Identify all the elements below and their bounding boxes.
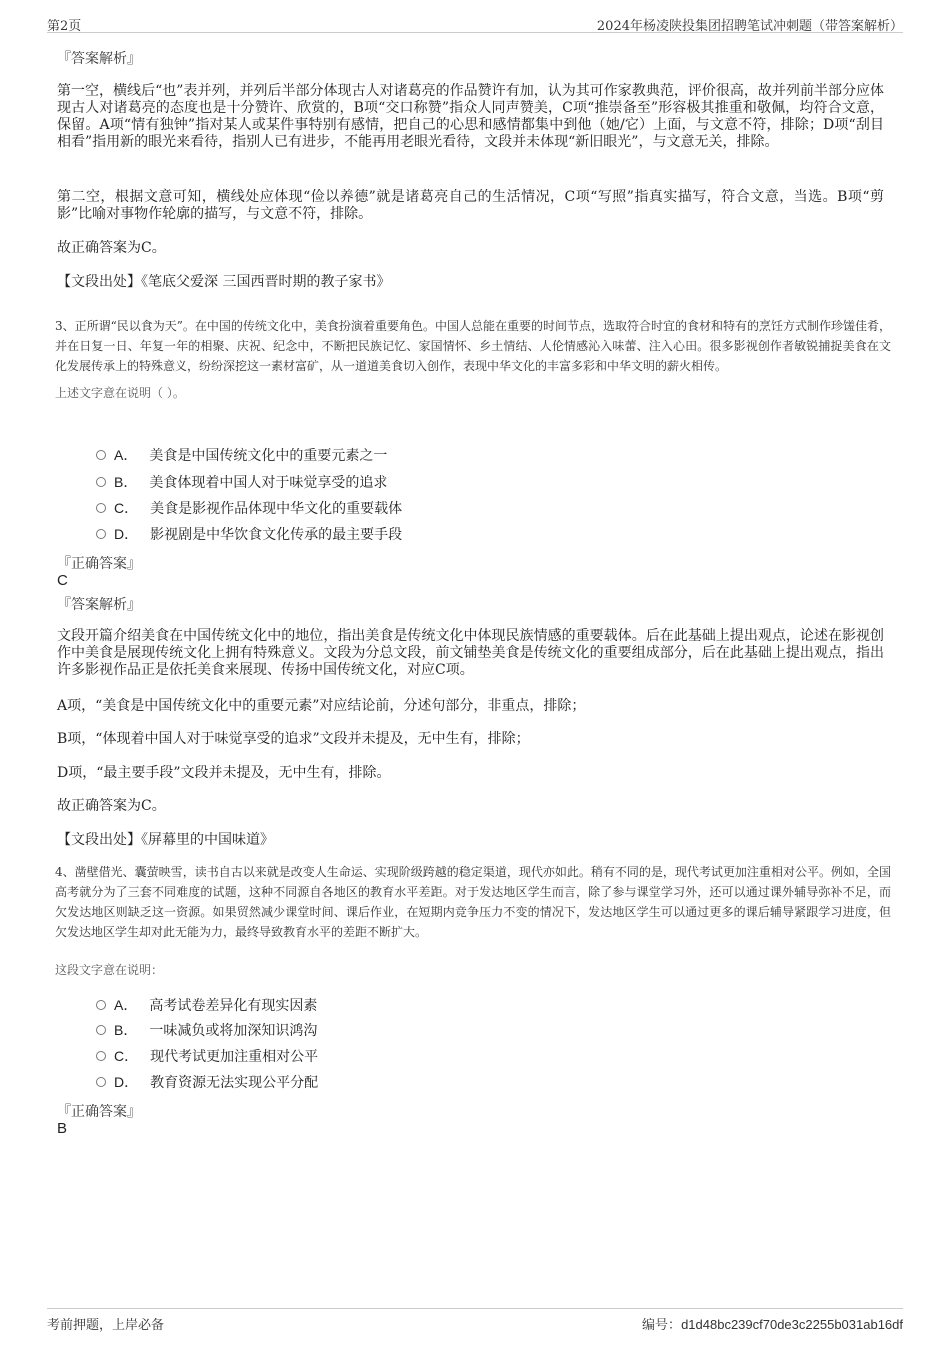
page-footer — [47, 1308, 903, 1333]
footer-slogan: 考前押题，上岸必备 — [47, 1318, 165, 1333]
page-header — [47, 12, 903, 33]
option-d[interactable]: D． 影视剧是中华饮食文化传承的最主要手段 — [96, 525, 402, 544]
analysis-conclusion: 故正确答案为C。 — [57, 798, 166, 814]
analysis-paragraph: 文段开篇介绍美食在中国传统文化中的地位，指出美食是传统文化中体现民族情感的重要载体。后在此基础上提出观点，论述在影视创作中美食是展现传统文化上拥有特殊意义。文段为分总文段，前文铺垫美食是传统文化的重要组成部分，后在此基础上提出观点，指出许多影视作品正是依托美食来展现、传扬中国传统文化，对应C项。 — [57, 628, 884, 678]
radio-button-icon[interactable] — [96, 1025, 106, 1035]
analysis-conclusion: 故正确答案为C。 — [57, 240, 166, 256]
document-title: 2024年杨凌陕投集团招聘笔试冲刺题（带答案解析） — [596, 19, 903, 34]
correct-answer: B — [57, 1120, 68, 1137]
radio-button-icon[interactable] — [96, 1051, 106, 1061]
analysis-paragraph: 第二空，根据文意可知，横线处应体现“俭以养德”就是诸葛亮自己的生活情况，C项“写照”指真实描写，符合文意，当选。B项“剪影”比喻对事物作轮廓的描写，与文意不符，排除。 — [57, 189, 884, 222]
analysis-label: 『答案解析』 — [57, 597, 141, 613]
radio-button-icon[interactable] — [96, 450, 106, 460]
page-number: 第2页 — [47, 19, 82, 34]
source-citation: 【文段出处】《屏幕里的中国味道》 — [57, 832, 274, 848]
radio-button-icon[interactable] — [96, 529, 106, 539]
option-b[interactable]: B． 一味减负或将加深知识鸿沟 — [96, 1021, 317, 1040]
question-text: 3、正所谓“民以食为天”。在中国的传统文化中，美食扮演着重要角色。中国人总能在重要的时间节点，选取符合时宜的食材和特有的烹饪方式制作珍馐佳肴，并在日复一日、年复一年的相聚、庆祝、纪念中，不断把民族记忆、家国情怀、乡土情结、人伦情感沁入味蕾、注入心田。很多影视创作者敏锐捕捉美食在文化发展传承上的特殊意义，纷纷深挖这一素材富矿，从一道道美食切入创作，表现中华文化的丰富多彩和中华文明的薪火相传。 — [55, 319, 891, 373]
radio-button-icon[interactable] — [96, 1077, 106, 1087]
option-a[interactable]: A． 美食是中国传统文化中的重要元素之一 — [96, 446, 387, 465]
analysis-label: 『答案解析』 — [57, 51, 141, 67]
question-prompt: 这段文字意在说明： — [55, 963, 164, 977]
analysis-paragraph: A项，“美食是中国传统文化中的重要元素”对应结论前，分述句部分，非重点，排除； — [57, 698, 586, 714]
analysis-paragraph: D项，“最主要手段”文段并未提及，无中生有，排除。 — [57, 765, 391, 781]
source-citation: 【文段出处】《笔底父爱深 三国西晋时期的教子家书》 — [57, 274, 391, 290]
question-prompt: 上述文字意在说明（ ）。 — [55, 386, 185, 400]
question-text: 4、凿壁借光、囊萤映雪，读书自古以来就是改变人生命运、实现阶级跨越的稳定渠道，现代亦如此。稍有不同的是，现代考试更加注重相对公平。例如，全国高考就分为了三套不同难度的试题，这种不同源自各地区的教育水平差距。对于发达地区学生而言，除了参与课堂学习外，还可以通过课外辅导弥补不足，而欠发达地区则缺乏这一资源。如果贸然减少课堂时间、课后作业，在短期内竞争压力不变的情况下，发达地区学生可以通过更多的课后辅导紧跟学习进度，但欠发达地区学生却对此无能为力，最终导致教育水平的差距不断扩大。 — [55, 865, 891, 939]
radio-button-icon[interactable] — [96, 1000, 106, 1010]
answer-label: 『正确答案』 — [57, 556, 141, 572]
document-id-value: d1d48bc239cf70de3c2255b031ab16df — [681, 1317, 903, 1332]
option-b[interactable]: B． 美食体现着中国人对于味觉享受的追求 — [96, 473, 387, 492]
answer-label: 『正确答案』 — [57, 1104, 141, 1120]
analysis-paragraph: B项，“体现着中国人对于味觉享受的追求”文段并未提及，无中生有，排除； — [57, 731, 530, 747]
option-d[interactable]: D． 教育资源无法实现公平分配 — [96, 1073, 318, 1092]
document-id-label: 编号： — [642, 1318, 682, 1333]
radio-button-icon[interactable] — [96, 477, 106, 487]
document-id — [642, 1314, 903, 1333]
option-a[interactable]: A． 高考试卷差异化有现实因素 — [96, 996, 317, 1015]
option-c[interactable]: C． 现代考试更加注重相对公平 — [96, 1047, 318, 1066]
correct-answer: C — [57, 572, 68, 589]
radio-button-icon[interactable] — [96, 503, 106, 513]
analysis-paragraph: 第一空，横线后“也”表并列，并列后半部分体现古人对诸葛亮的作品赞许有加，认为其可作家教典范，评价很高，故并列前半部分应体现古人对诸葛亮的态度也是十分赞许、欣赏的，B项“交口称赞”指众人同声赞美，C项“推崇备至”形容极其推重和敬佩，均符合文意，保留。A项“情有独钟”指对某人或某件事特别有感情，把自己的心思和感情都集中到他（她/它）上面，与文意不符，排除；D项“刮目相看”指用新的眼光来看待，指别人已有进步，不能再用老眼光看待，文段并未体现“新旧眼光”，与文意无关，排除。 — [57, 83, 884, 150]
option-c[interactable]: C． 美食是影视作品体现中华文化的重要载体 — [96, 499, 402, 518]
